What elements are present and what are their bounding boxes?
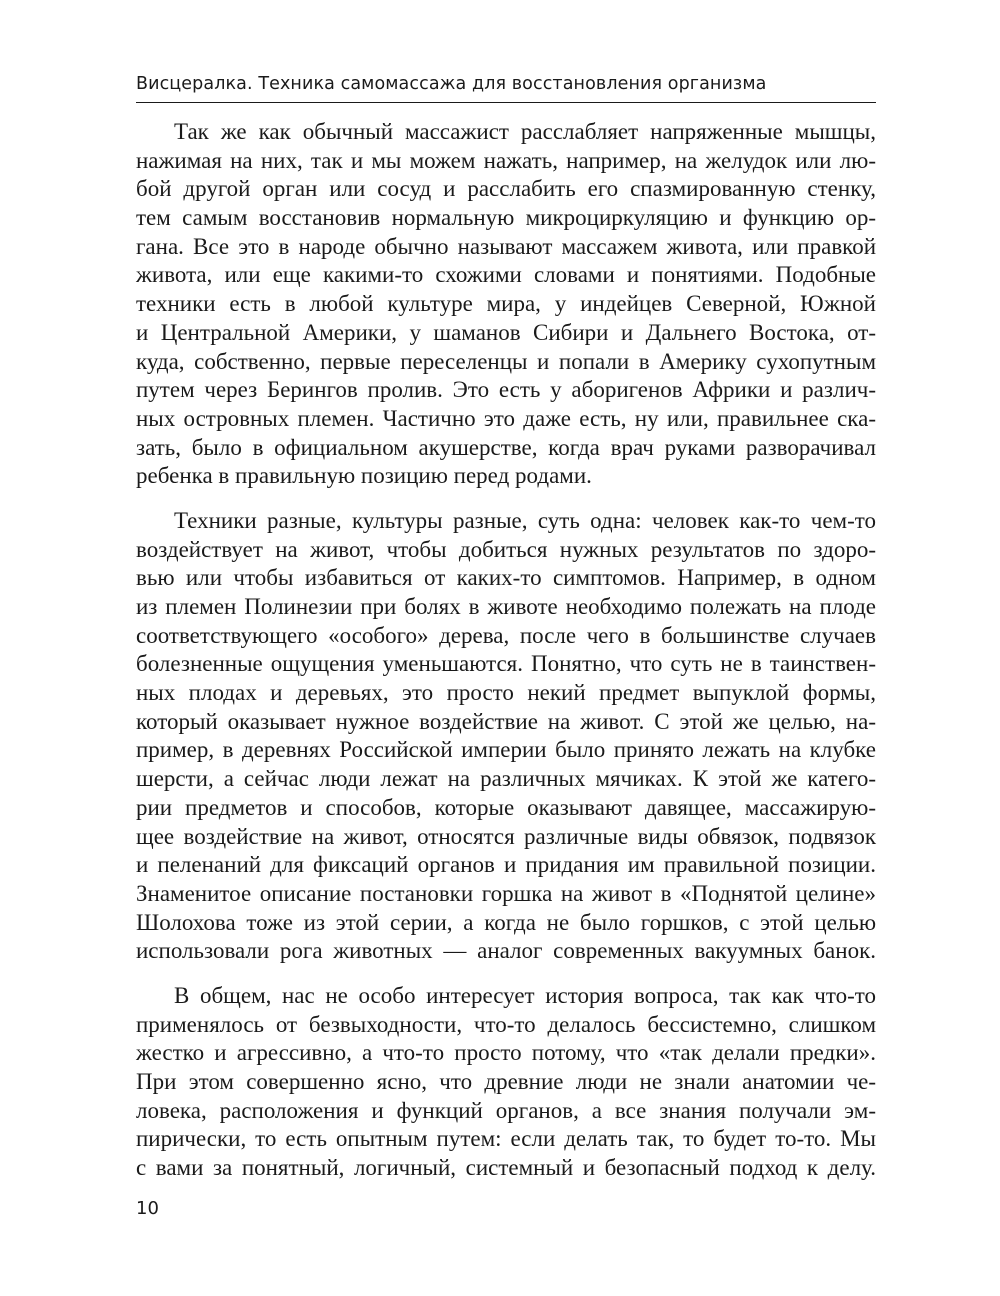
text-line: При этом совершенно ясно, что древние люди не знали анатомии че-	[136, 1069, 876, 1094]
text-line: ных островных племен. Частично это даже есть, ну или, правильнее ска-	[136, 405, 876, 431]
page-number: 10	[136, 1198, 159, 1219]
text-line: ребенка в правильную позицию перед родами.	[136, 463, 592, 489]
text-line: шерсти, а сейчас люди лежат на различных мячиках. К этой же катего-	[136, 766, 876, 792]
page-body	[136, 118, 876, 1183]
text-line: применялось от безвыходности, что-то делалось бессистемно, слишком	[136, 1011, 876, 1037]
text-line: куда, собственно, первые переселенцы и попали в Америку сухопутным	[136, 348, 876, 374]
text-line: который оказывает нужное воздействие на живот. С этой же целью, на-	[136, 708, 876, 734]
text-line: пирически, то есть опытным путем: если делать так, то будет то-то. Мы	[136, 1126, 876, 1152]
text-line: жестко и агрессивно, а что-то просто потому, что «так делали предки».	[136, 1040, 876, 1066]
text-line: тем самым восстановив нормальную микроциркуляцию и функцию ор-	[136, 205, 876, 231]
text-line: путем через Берингов пролив. Это есть у аборигенов Африки и различ-	[136, 377, 876, 403]
text-line: рии предметов и способов, которые оказывают давящее, массажирую-	[136, 794, 876, 820]
text-line: и Центральной Америки, у шаманов Сибири и Дальнего Востока, от-	[136, 319, 876, 345]
text-line: пример, в деревнях Российской империи было принято лежать на клубке	[136, 737, 876, 763]
text-line: использовали рога животных — аналог современных вакуумных банок.	[136, 938, 876, 964]
running-title: Висцералка. Техника самомассажа для восстановления организма	[136, 74, 767, 94]
paragraph-3	[136, 982, 876, 1183]
text-line: воздействует на живот, чтобы добиться нужных результатов по здоро-	[136, 536, 876, 562]
text-line: ловека, расположения и функций органов, а все знания получали эм-	[136, 1097, 876, 1123]
text-line: соответствующего «особого» дерева, после чего в большинстве случаев	[136, 622, 876, 648]
text-line: из племен Полинезии при болях в животе необходимо полежать на плоде	[136, 594, 876, 619]
text-line: бой другой орган или сосуд и расслабить его спазмированную стенку,	[136, 176, 876, 202]
text-line: техники есть в любой культуре мира, у индейцев Северной, Южной	[136, 291, 876, 317]
text-line: нажимая на них, так и мы можем нажать, например, на желудок или лю-	[136, 147, 876, 173]
text-line: живота, или еще какими-то схожими словами и понятиями. Подобные	[136, 262, 876, 288]
text-line: и пеленаний для фиксаций органов и придания им правильной позиции.	[136, 852, 876, 878]
text-line: гана. Все это в народе обычно называют массажем живота, или правкой	[136, 233, 876, 259]
text-line: зать, было в официальном акушерстве, когда врач руками разворачивал	[136, 434, 876, 460]
text-line: вью или чтобы избавиться от каких-то симптомов. Например, в одном	[136, 565, 876, 591]
text-line: щее воздействие на живот, относятся различные виды обвязок, подвязок	[136, 823, 876, 849]
text-line: Шолохова тоже из этой серии, а когда не было горшков, с этой целью	[136, 909, 876, 935]
text-line: Техники разные, культуры разные, суть одна: человек как-то чем-то	[174, 507, 876, 533]
text-line: Так же как обычный массажист расслабляет напряженные мышцы,	[174, 119, 876, 144]
header-rule	[136, 102, 876, 103]
text-line: ных плодах и деревьях, это просто некий предмет выпуклой формы,	[136, 680, 876, 706]
paragraph-1	[136, 118, 876, 491]
text-line: болезненные ощущения уменьшаются. Понятно, что суть не в таинствен-	[136, 651, 876, 677]
paragraph-2	[136, 507, 876, 966]
text-line: Знаменитое описание постановки горшка на живот в «Поднятой целине»	[136, 880, 876, 906]
text-line: В общем, нас не особо интересует история вопроса, так как что-то	[174, 982, 876, 1008]
text-line: с вами за понятный, логичный, системный и безопасный подход к делу.	[136, 1155, 876, 1181]
